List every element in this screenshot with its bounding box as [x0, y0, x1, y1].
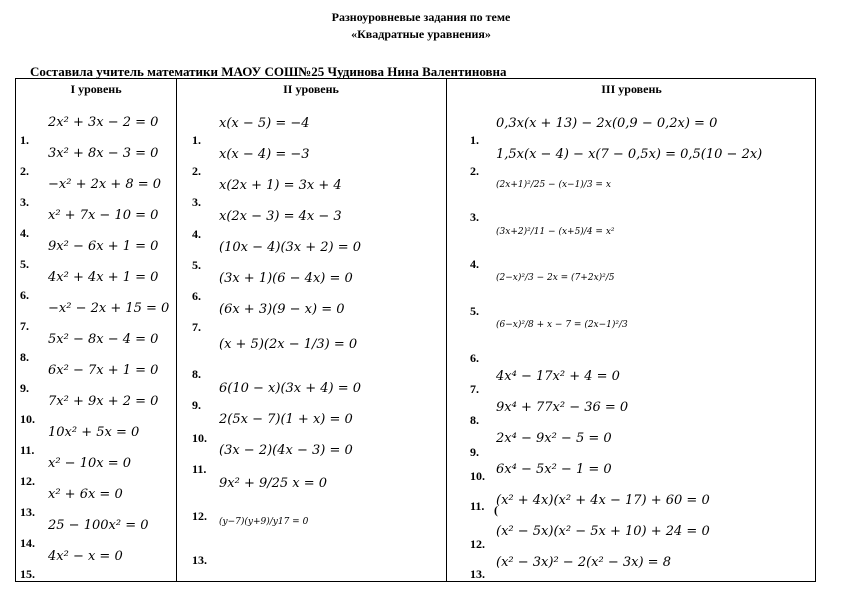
level3-number: 12. [470, 537, 485, 551]
level3-equation: 6x⁴ − 5x² − 1 = 0 [496, 462, 612, 477]
title-line-1: Разноуровневые задания по теме [331, 10, 511, 24]
level1-number: 10. [20, 412, 35, 426]
level1-equation: −x² − 2x + 15 = 0 [48, 301, 170, 316]
level3-number: 8. [470, 413, 479, 427]
level1-number: 14. [20, 536, 35, 550]
level3-number: 6. [470, 351, 479, 365]
column-divider-2 [446, 79, 447, 581]
level3-equation: (x² + 4x)(x² + 4x − 17) + 60 = 0 [496, 493, 710, 508]
level3-number: 4. [470, 257, 479, 271]
level1-equation: 25 − 100x² = 0 [48, 518, 149, 533]
level3-equation: (2−x)²/3 − 2x = (7+2x)²/5 [496, 273, 615, 283]
level1-equation: 4x² − x = 0 [48, 549, 123, 564]
level1-number: 8. [20, 350, 29, 364]
level3-equation: 4x⁴ − 17x² + 4 = 0 [496, 369, 620, 384]
level1-number: 6. [20, 288, 29, 302]
level1-number: 5. [20, 257, 29, 271]
level3-number: 7. [470, 382, 479, 396]
level2-number: 11. [192, 462, 207, 476]
level2-equation: 6(10 − x)(3x + 4) = 0 [219, 381, 362, 396]
level1-number: 12. [20, 474, 35, 488]
level1-equation: 10x² + 5x = 0 [48, 425, 140, 440]
level2-equation: x(2x − 3) = 4x − 3 [219, 209, 342, 224]
level2-equation: x(x − 5) = −4 [219, 116, 310, 131]
level3-number: 2. [470, 164, 479, 178]
column-divider-1 [176, 79, 177, 581]
level2-equation: 2(5x − 7)(1 + x) = 0 [219, 412, 353, 427]
level2-number: 5. [192, 258, 201, 272]
level3-equation: (2x+1)²/25 − (x−1)/3 = x [496, 180, 611, 190]
level1-equation: 6x² − 7x + 1 = 0 [48, 363, 159, 378]
level1-number: 15. [20, 567, 35, 581]
level2-number: 9. [192, 398, 201, 412]
level2-number: 13. [192, 553, 207, 567]
level3-equation: (3x+2)²/11 − (x+5)/4 = x² [496, 227, 615, 237]
level2-equation: (6x + 3)(9 − x) = 0 [219, 302, 345, 317]
level1-equation: x² + 6x = 0 [48, 487, 123, 502]
level1-number: 2. [20, 164, 29, 178]
level2-number: 4. [192, 227, 201, 241]
level1-equation: 2x² + 3x − 2 = 0 [48, 115, 159, 130]
level3-equation: (x² − 3x)² − 2(x² − 3x) = 8 [496, 555, 671, 570]
level2-equation: x(2x + 1) = 3x + 4 [219, 178, 342, 193]
level2-equation: x(x − 4) = −3 [219, 147, 310, 162]
level2-number: 8. [192, 367, 201, 381]
level1-number: 4. [20, 226, 29, 240]
level2-equation: (10x − 4)(3x + 2) = 0 [219, 240, 362, 255]
level2-number: 6. [192, 289, 201, 303]
level2-equation: (x + 5)(2x − 1/3) = 0 [219, 337, 358, 352]
level3-number: 3. [470, 210, 479, 224]
level1-number: 7. [20, 319, 29, 333]
level2-number: 2. [192, 164, 201, 178]
level3-number: 13. [470, 567, 485, 581]
level3-number: 1. [470, 133, 479, 147]
level3-paren-mark: ( [494, 503, 498, 517]
level3-number: 9. [470, 445, 479, 459]
level1-heading: I уровень [70, 82, 122, 96]
level1-equation: x² − 10x = 0 [48, 456, 132, 471]
level3-number: 5. [470, 304, 479, 318]
level2-equation: (3x + 1)(6 − 4x) = 0 [219, 271, 353, 286]
level3-equation: (x² − 5x)(x² − 5x + 10) + 24 = 0 [496, 524, 710, 539]
level3-number: 10. [470, 469, 485, 483]
level1-number: 1. [20, 133, 29, 147]
level1-number: 3. [20, 195, 29, 209]
level1-equation: 7x² + 9x + 2 = 0 [48, 394, 159, 409]
tasks-table [15, 78, 816, 582]
level1-equation: x² + 7x − 10 = 0 [48, 208, 159, 223]
level2-number: 1. [192, 133, 201, 147]
level3-equation: 0,3x(x + 13) − 2x(0,9 − 0,2x) = 0 [496, 116, 718, 131]
level2-number: 10. [192, 431, 207, 445]
level1-equation: 3x² + 8x − 3 = 0 [48, 146, 159, 161]
level2-equation: (3x − 2)(4x − 3) = 0 [219, 443, 353, 458]
level2-number: 7. [192, 320, 201, 334]
level1-number: 11. [20, 443, 35, 457]
level2-equation: 9x² + 9/25 x = 0 [219, 476, 328, 491]
level2-number: 3. [192, 195, 201, 209]
level1-equation: 5x² − 8x − 4 = 0 [48, 332, 159, 347]
level3-heading: III уровень [601, 82, 662, 96]
level2-number: 12. [192, 509, 207, 523]
level1-number: 13. [20, 505, 35, 519]
level1-equation: −x² + 2x + 8 = 0 [48, 177, 162, 192]
level1-number: 9. [20, 381, 29, 395]
level1-equation: 9x² − 6x + 1 = 0 [48, 239, 159, 254]
level3-equation: 9x⁴ + 77x² − 36 = 0 [496, 400, 629, 415]
level3-number: 11. [470, 499, 485, 513]
level3-equation: (6−x)²/8 + x − 7 = (2x−1)²/3 [496, 320, 628, 330]
title-line-2: «Квадратные уравнения» [351, 27, 491, 41]
author-line: Составила учитель математики МАОУ СОШ№25 Чудинова Нина Валентиновна [30, 64, 507, 79]
level3-equation: 2x⁴ − 9x² − 5 = 0 [496, 431, 612, 446]
level1-equation: 4x² + 4x + 1 = 0 [48, 270, 159, 285]
level2-equation: (y−7)(y+9)/y17 = 0 [219, 517, 309, 527]
level3-equation: 1,5x(x − 4) − x(7 − 0,5x) = 0,5(10 − 2x) [496, 147, 763, 162]
level2-heading: II уровень [283, 82, 339, 96]
